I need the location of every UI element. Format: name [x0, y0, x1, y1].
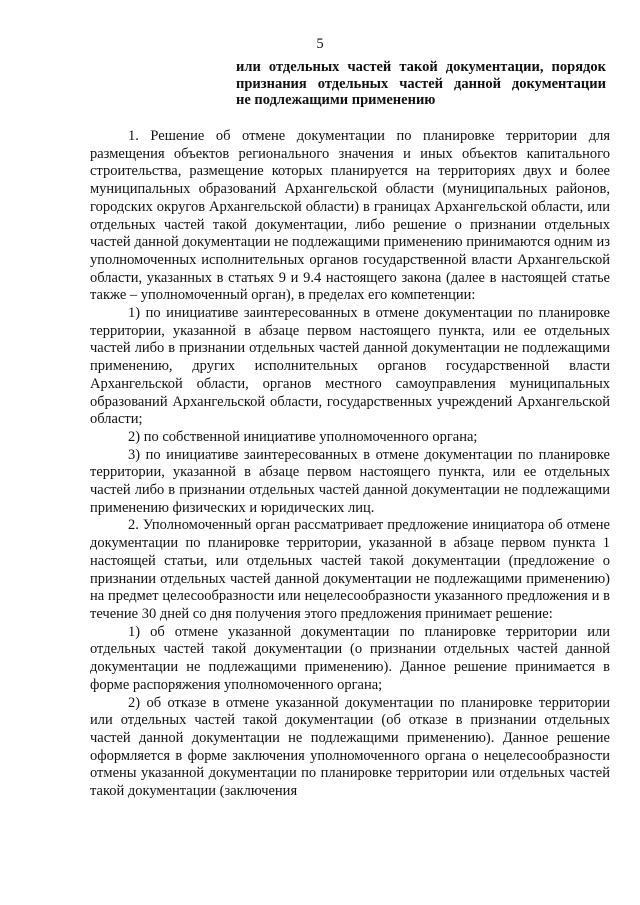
page-number: 5	[316, 36, 324, 52]
paragraph-clause-2: 2. Уполномоченный орган рассматривает предложение инициатора об отмене документации по планировке территории, указанной в абзаце первом пункта 1 настоящей статьи, или отдельных частей такой документации (предложение о признании отдельных частей данной документации не подлежащими применению) на предмет целесообразности или нецелесообразности указанного предложения и в течение 30 дней со дня получения этого предложения принимает решение:	[90, 517, 610, 622]
paragraph-clause-1-item-3: 3) по инициативе заинтересованных в отмене документации по планировке территории, указанной в абзаце первом настоящего пункта, или ее отдельных частей либо в признании отдельных частей данной документации не подлежащими применению физических и юридических лиц.	[90, 446, 610, 516]
paragraph-clause-2-item-2: 2) об отказе в отмене указанной документации по планировке территории или отдельных частей такой документации (об отказе в признании отдельных частей данной документации не подлежащими применению). Данное решение оформляется в форме заключения уполномоченного органа о нецелесообразности отмены указанной документации по планировке территории или отдельных частей такой документации (заключения	[90, 694, 610, 800]
heading-line: не подлежащими применению	[236, 92, 436, 108]
article-heading	[236, 59, 606, 109]
paragraph-clause-1-item-2: 2) по собственной инициативе уполномоченного органа;	[128, 428, 478, 445]
paragraph-clause-1-item-1: 1) по инициативе заинтересованных в отмене документации по планировке территории, указанной в абзаце первом настоящего пункта, или ее отдельных частей либо в признании отдельных частей данной документации не подлежащими применению, других исполнительных органов государственной власти Архангельской области, органов местного самоуправления муниципальных образований Архангельской области, государственных учреждений Архангельской области;	[90, 305, 610, 428]
heading-line: или отдельных частей такой документации, порядок	[236, 59, 606, 75]
heading-line: признания отдельных частей данной документации	[236, 75, 606, 92]
article-body	[90, 128, 610, 801]
paragraph-clause-1: 1. Решение об отмене документации по планировке территории для размещения объектов регионального значения и иных объектов капитального строительства, размещение которых планируется на территориях двух и более муниципальных образований Архангельской области (муниципальных районов, городских округов Архангельской области) в границах Архангельской области, или отдельных частей такой документации, либо решение о признании отдельных частей данной документации не подлежащими применению принимаются одним из уполномоченных исполнительных органов государственной власти Архангельской области, указанных в статьях 9 и 9.4 настоящего закона (далее в настоящей статье также – уполномоченный орган), в пределах его компетенции:	[90, 128, 610, 304]
paragraph-clause-2-item-1: 1) об отмене указанной документации по планировке территории или отдельных частей такой документации (о признании отдельных частей данной документации не подлежащими применению). Данное решение принимается в форме распоряжения уполномоченного органа;	[90, 623, 610, 693]
